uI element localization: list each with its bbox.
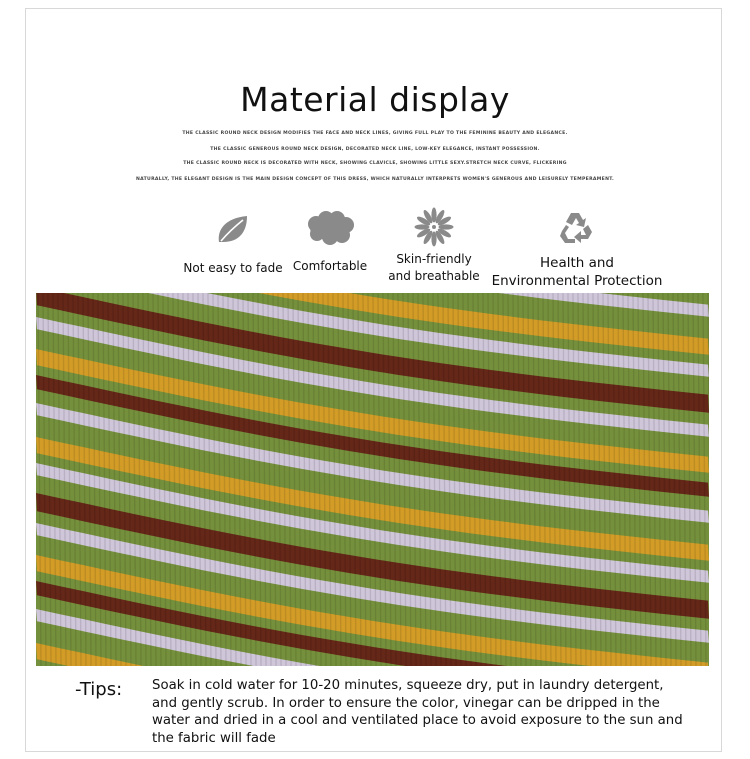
feature-label-line2: Environmental Protection — [491, 273, 663, 289]
tips-label: -Tips: — [75, 679, 123, 700]
feature-label: Comfortable — [292, 259, 368, 273]
feature-not-easy-to-fade — [180, 212, 286, 277]
cloud-icon — [304, 210, 356, 246]
page-title: Material display — [240, 80, 510, 119]
fabric-photo — [36, 293, 709, 666]
description-line: NATURALLY, THE ELEGANT DESIGN IS THE MAIN DESIGN CONCEPT OF THIS DRESS, WHICH NATURALLY INTERPRETS WOMEN'S GENEROUS AND LEISURELY TEMPERAMENT. — [135, 177, 615, 182]
feature-health-environment — [488, 209, 666, 290]
tips-text: Soak in cold water for 10-20 minutes, squeeze dry, put in laundry detergent, and gently scrub. In order to ensure the color, vinegar can be dripped in the water and dried in a cool and ventilated place to avoid exposure to the sun and the fabric will fade — [152, 678, 683, 746]
recycle-icon — [557, 209, 597, 247]
flower-icon — [414, 207, 454, 247]
feature-comfortable — [288, 210, 372, 275]
feature-skin-friendly — [384, 207, 484, 285]
description-line: THE CLASSIC ROUND NECK IS DECORATED WITH NECK, SHOWING CLAVICLE, SHOWING LITTLE SEXY.STRETCH NECK CURVE, FLICKERING — [183, 161, 567, 166]
feature-label: Not easy to fade — [183, 261, 283, 275]
feature-label-line1: Skin-friendly — [396, 252, 472, 266]
leaf-icon — [213, 212, 253, 246]
feature-label-line2: and breathable — [388, 269, 480, 283]
description-line: THE CLASSIC ROUND NECK DESIGN MODIFIES THE FACE AND NECK LINES, GIVING FULL PLAY TO THE FEMININE BEAUTY AND ELEGANCE. — [182, 131, 568, 136]
feature-label-line1: Health and — [539, 255, 615, 271]
striped-knit-fabric — [36, 293, 709, 666]
description-line: THE CLASSIC GENEROUS ROUND NECK DESIGN, DECORATED NECK LINE, LOW-KEY ELEGANCE, INSTANT POSSESSION. — [210, 147, 540, 152]
